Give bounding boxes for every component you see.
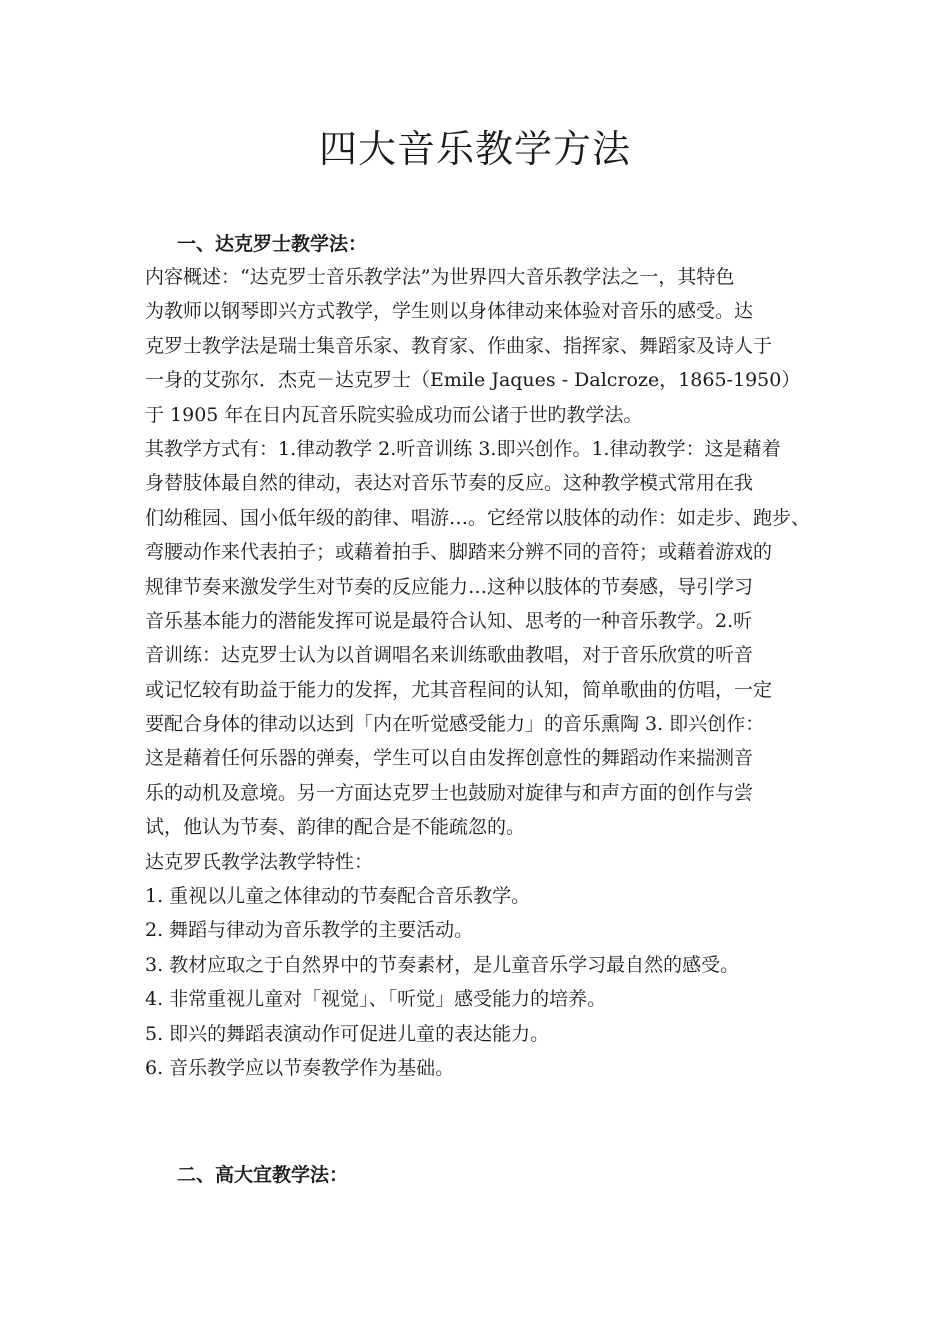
section-heading-dalcroze: 一、达克罗士教学法：	[177, 233, 368, 255]
feature-item: 5. 即兴的舞蹈表演动作可促进儿童的表达能力。	[145, 1022, 550, 1045]
feature-item: 2. 舞蹈与律动为音乐教学的主要活动。	[145, 919, 474, 942]
body-line: 规律节奏来激发学生对节奏的反应能力…这种以肢体的节奏感，导引学习	[145, 575, 754, 598]
feature-item: 4. 非常重视儿童对「视觉」、「听觉」感受能力的培养。	[145, 988, 607, 1011]
body-line: 弯腰动作来代表拍子；或藉着拍手、脚踏来分辨不同的音符；或藉着游戏的	[145, 541, 773, 564]
body-line: 其教学方式有：1.律动教学 2.听音训练 3.即兴创作。1.律动教学：这是藉着	[145, 437, 781, 460]
body-line: 音乐基本能力的潜能发挥可说是最符合认知、思考的一种音乐教学。2.听	[145, 609, 753, 632]
page-title: 四大音乐教学方法	[318, 127, 631, 171]
body-line: 于 1905 年在日内瓦音乐院实验成功而公诸于世旳教学法。	[145, 403, 643, 426]
feature-item: 3. 教材应取之于自然界中的节奏素材，是儿童音乐学习最自然的感受。	[145, 953, 740, 976]
body-line: 内容概述：“达克罗士音乐教学法”为世界四大音乐教学法之一，其特色	[145, 266, 735, 288]
body-line: 音训练：达克罗士认为以首调唱名来训练歌曲教唱，对于音乐欣赏的听音	[145, 644, 754, 667]
section-heading-kodaly: 二、高大宜教学法：	[177, 1164, 349, 1186]
body-line: 这是藉着任何乐器的弹奏，学生可以自由发挥创意性的舞蹈动作来揣测音	[145, 747, 754, 770]
body-line: 们幼稚园、国小低年级的韵律、唱游…。它经常以肢体的动作：如走步、跑步、	[145, 506, 811, 529]
section-body-dalcroze	[145, 260, 825, 1085]
feature-item: 6. 音乐教学应以节奏教学作为基础。	[145, 1056, 455, 1079]
body-line: 要配合身体的律动以达到「内在听觉感受能力」的音乐熏陶 3. 即兴创作：	[145, 713, 765, 736]
body-line: 一身的艾弥尔．杰克－达克罗士（Emile Jaques - Dalcroze，1865-1950）	[145, 369, 801, 392]
body-line: 克罗士教学法是瑞士集音乐家、教育家、作曲家、指挥家、舞蹈家及诗人于	[145, 334, 773, 357]
body-line: 乐的动机及意境。另一方面达克罗士也鼓励对旋律与和声方面的创作与尝	[145, 781, 754, 804]
body-line: 或记忆较有助益于能力的发挥，尤其音程间的认知，简单歌曲的仿唱，一定	[145, 678, 773, 701]
body-line: 为教师以钢琴即兴方式教学，学生则以身体律动来体验对音乐的感受。达	[145, 300, 754, 323]
features-heading: 达克罗氏教学法教学特性：	[145, 850, 374, 873]
body-line: 试，他认为节奏、韵律的配合是不能疏忽的。	[145, 816, 526, 839]
body-line: 身替肢体最自然的律动，表达对音乐节奏的反应。这种教学模式常用在我	[145, 472, 754, 495]
feature-item: 1. 重视以儿童之体律动的节奏配合音乐教学。	[145, 885, 531, 908]
